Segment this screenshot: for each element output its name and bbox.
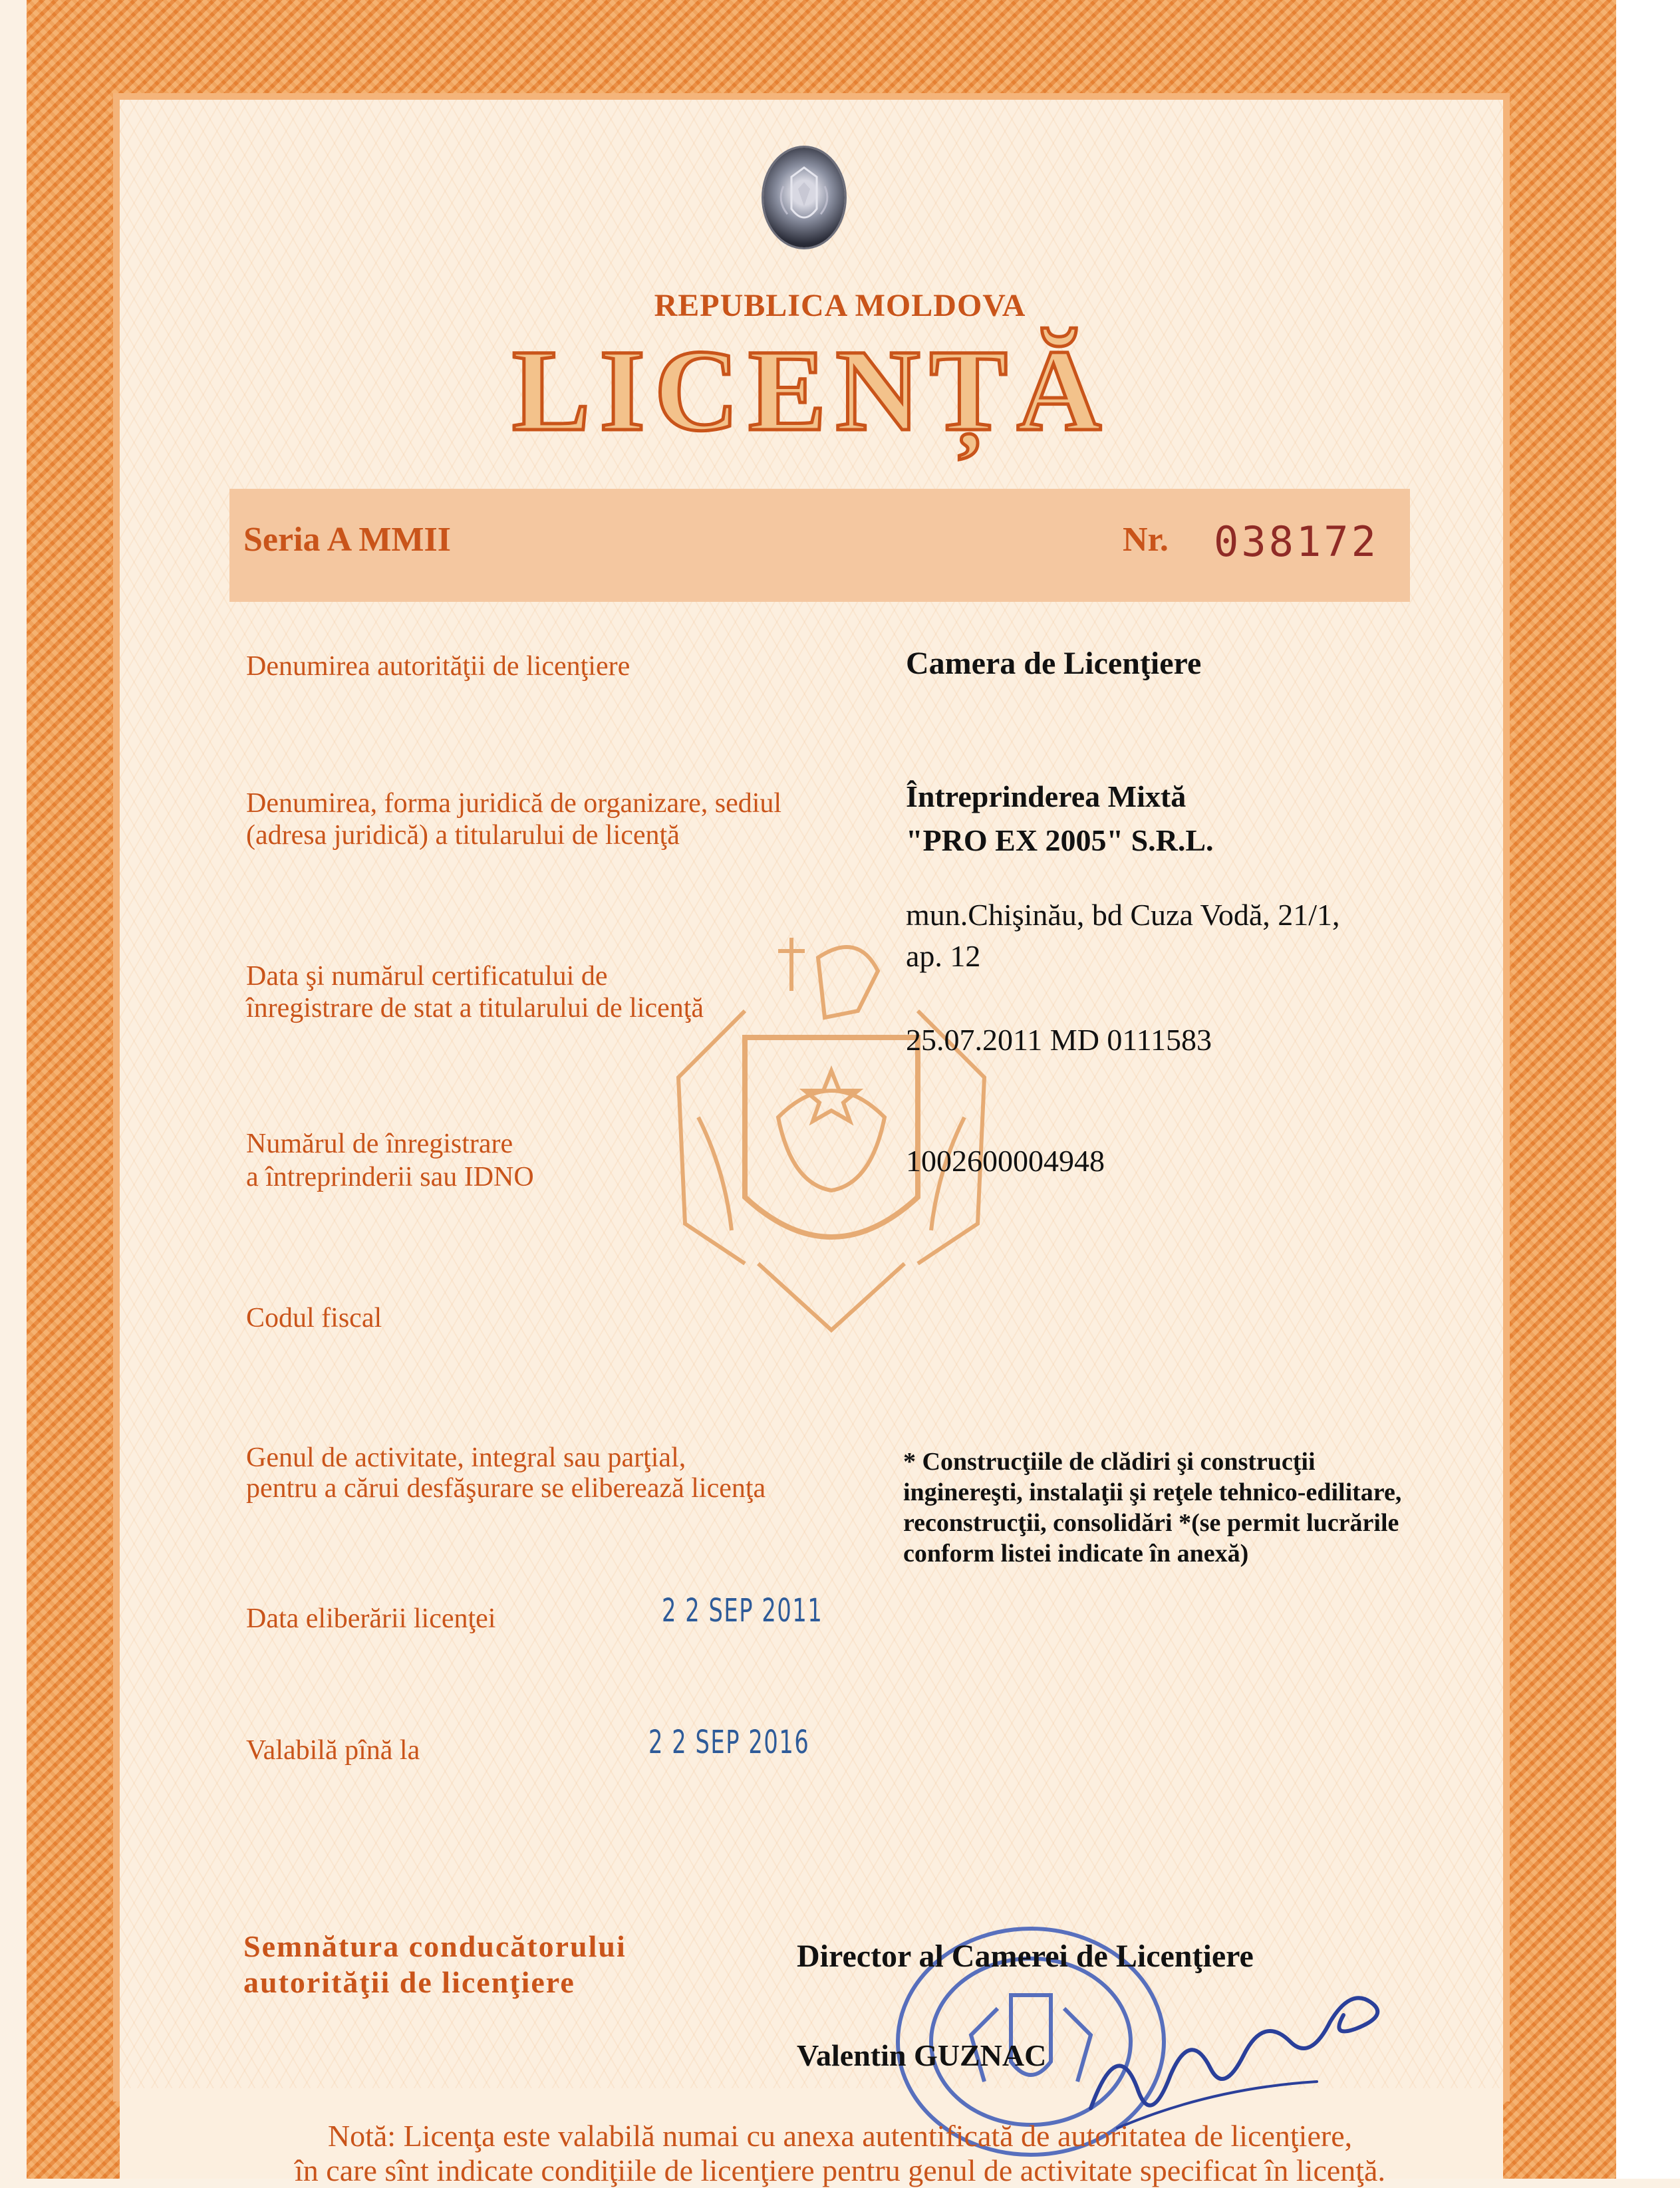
holder-label-line-2: (adresa juridică) a titularului de licenţă bbox=[246, 820, 680, 851]
holder-label-line-1: Denumirea, forma juridică de organizare, sediul bbox=[246, 788, 782, 819]
signature-label-line-1: Semnătura conducătorului bbox=[243, 1929, 627, 1963]
document-title: LICENȚĂ bbox=[512, 326, 1111, 456]
license-number: 038172 bbox=[1214, 517, 1379, 566]
certificate-label-line-1: Data şi numărul certificatului de bbox=[246, 961, 608, 992]
scan-margin bbox=[1616, 0, 1680, 2179]
number-label: Nr. bbox=[1123, 521, 1169, 559]
certificate-label-line-2: înregistrare de stat a titularului de licenţă bbox=[246, 993, 704, 1024]
idno-label-line-1: Numărul de înregistrare bbox=[246, 1129, 513, 1159]
activity-value-line-2: inginereşti, instalaţii şi reţele tehnico-edilitare, bbox=[903, 1478, 1402, 1506]
activity-value-line-1: * Construcţiile de clădiri şi construcţii bbox=[903, 1448, 1316, 1476]
activity-value-line-3: reconstrucţii, consolidări *(se permit lucrările bbox=[903, 1509, 1399, 1537]
holder-name-line-2: "PRO EX 2005" S.R.L. bbox=[906, 823, 1214, 857]
activity-value-line-4: conform listei indicate în anexă) bbox=[903, 1540, 1249, 1568]
certificate-value: 25.07.2011 MD 0111583 bbox=[906, 1023, 1212, 1057]
footer-note bbox=[0, 2119, 1680, 2188]
valid-until-label: Valabilă pînă la bbox=[246, 1735, 420, 1766]
holder-address-line-2: ap. 12 bbox=[906, 939, 981, 973]
signature-label bbox=[243, 1929, 627, 2000]
activity-label-line-2: pentru a cărui desfăşurare se eliberează licenţa bbox=[246, 1473, 766, 1504]
issue-date-label: Data eliberării licenţei bbox=[246, 1603, 496, 1634]
fiscal-code-label: Codul fiscal bbox=[246, 1303, 382, 1333]
idno-label-line-2: a întreprinderii sau IDNO bbox=[246, 1162, 534, 1192]
issue-date-stamp: 2 2 SEP 2011 bbox=[662, 1592, 823, 1629]
footer-note-line-1: Notă: Licenţa este valabilă numai cu anexa autentificată de autoritatea de licenţiere, bbox=[327, 2119, 1353, 2153]
authority-value: Camera de Licenţiere bbox=[906, 646, 1202, 681]
hologram-seal-icon bbox=[764, 148, 845, 247]
authority-label: Denumirea autorităţii de licenţiere bbox=[246, 651, 630, 682]
idno-value: 1002600004948 bbox=[906, 1144, 1105, 1178]
valid-until-stamp: 2 2 SEP 2016 bbox=[648, 1724, 810, 1761]
footer-note-line-2: în care sînt indicate condiţiile de licenţiere pentru genul de activitate specificat în licenţă. bbox=[295, 2153, 1385, 2187]
holder-name-line-1: Întreprinderea Mixtă bbox=[906, 779, 1187, 813]
director-position: Director al Camerei de Licenţiere bbox=[797, 1939, 1254, 1974]
series-label: Seria A MMII bbox=[243, 521, 451, 559]
country-heading: REPUBLICA MOLDOVA bbox=[654, 288, 1026, 323]
holder-address-line-1: mun.Chişinău, bd Cuza Vodă, 21/1, bbox=[906, 898, 1340, 932]
activity-label-line-1: Genul de activitate, integral sau parţial, bbox=[246, 1442, 686, 1473]
coat-of-arms-icon bbox=[658, 918, 1004, 1343]
signature-label-line-2: autorităţii de licenţiere bbox=[243, 1965, 575, 1999]
director-name: Valentin GUZNAC bbox=[797, 2038, 1047, 2072]
